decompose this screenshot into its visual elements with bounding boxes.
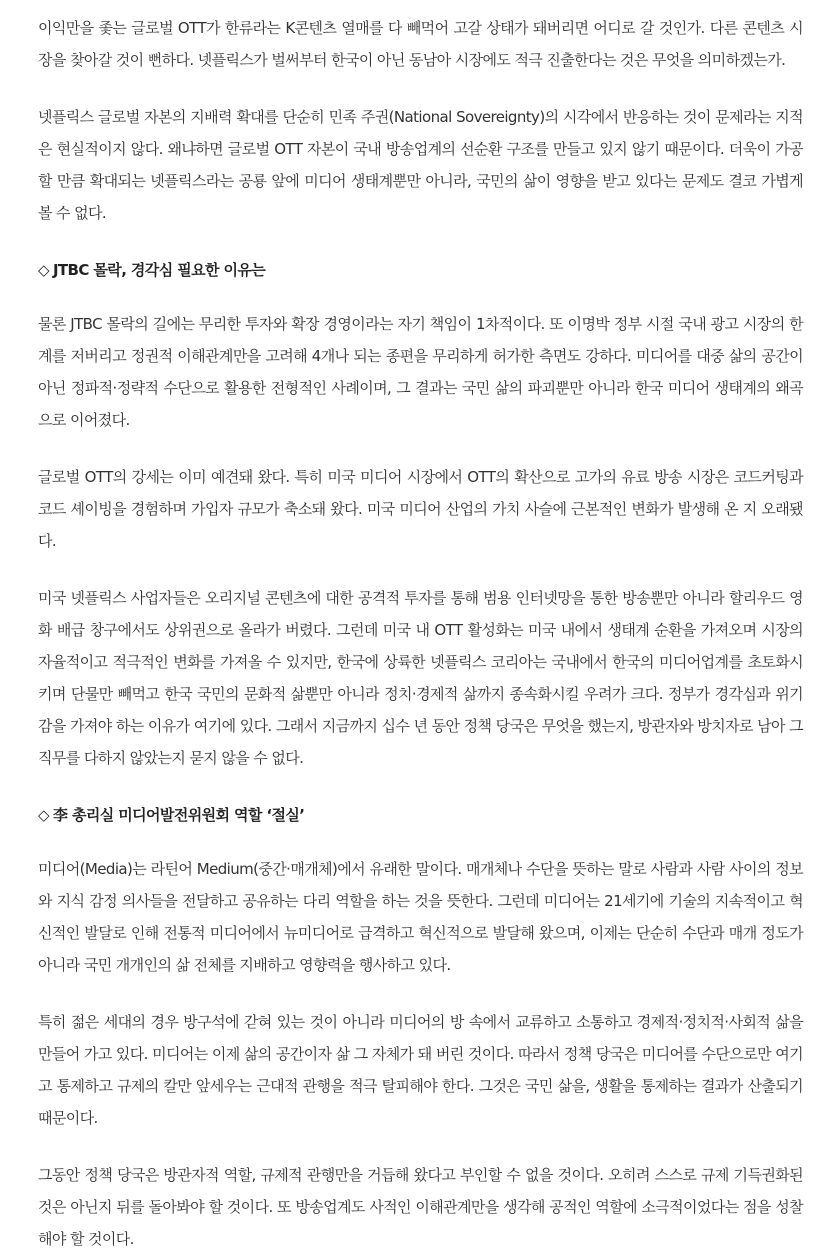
diamond-marker-icon: ◇ — [38, 261, 49, 279]
section-title: JTBC 몰락, 경각심 필요한 이유는 — [52, 261, 266, 279]
diamond-marker-icon: ◇ — [38, 806, 49, 824]
article-paragraph: 미디어(Media)는 라틴어 Medium(중간·매개체)에서 유래한 말이다. 매개체나 수단을 뜻하는 말로 사람과 사람 사이의 정보와 지식 감정 의사들을 전달하고 공유하는 다리 역할을 하는 것을 뜻한다. 그런데 미디어는 21세기에 기술의 지속적이고 혁신적인 발달로 인해 전통적 미디어에서 뉴미디어로 급격하고 혁신적으로 발달해 왔으며, 이제는 단순히 수단과 매개 정도가 아니라 국민 개개인의 삶 전체를 지배하고 영향력을 행사하고 있다. — [38, 860, 803, 974]
article-paragraph: 물론 JTBC 몰락의 길에는 무리한 투자와 확장 경영이라는 자기 책임이 1차적이다. 또 이명박 정부 시절 국내 광고 시장의 한계를 저버리고 정권적 이해관계만을 고려해 4개나 되는 종편을 무리하게 허가한 측면도 강하다. 미디어를 대중 삶의 공간이 아닌 정파적·정략적 수단으로 활용한 전형적인 사례이며, 그 결과는 국민 삶의 파괴뿐만 아니라 한국 미디어 생태계의 왜곡으로 이어졌다. — [38, 315, 803, 429]
section-title: 李 총리실 미디어발전위원회 역할 ‘절실’ — [52, 806, 305, 824]
article-paragraph: 글로벌 OTT의 강세는 이미 예견돼 왔다. 특히 미국 미디어 시장에서 OTT의 확산으로 고가의 유료 방송 시장은 코드커팅과 코드 셰이빙을 경험하며 가입자 규모가 축소돼 왔다. 미국 미디어 산업의 가치 사슬에 근본적인 변화가 발생해 온 지 오래됐다. — [38, 468, 803, 550]
article-paragraph: 넷플릭스 글로벌 자본의 지배력 확대를 단순히 민족 주권(National Sovereignty)의 시각에서 반응하는 것이 문제라는 지적은 현실적이지 않다. 왜냐하면 글로벌 OTT 자본이 국내 방송업계의 선순환 구조를 만들고 있지 않기 때문이다. 더욱이 가공할 만큼 확대되는 넷플릭스라는 공룡 앞에 미디어 생태계뿐만 아니라, 국민의 삶이 영향을 받고 있다는 문제도 결코 가볍게 볼 수 없다. — [38, 108, 803, 222]
section-heading — [38, 254, 803, 286]
article-paragraph: 미국 넷플릭스 사업자들은 오리지널 콘텐츠에 대한 공격적 투자를 통해 범용 인터넷망을 통한 방송뿐만 아니라 할리우드 영화 배급 창구에서도 상위권으로 올라가 버렸다. 그런데 미국 내 OTT 활성화는 미국 내에서 생태계 순환을 가져오며 시장의 자율적이고 적극적인 변화를 가져올 수 있지만, 한국에 상륙한 넷플릭스 코리아는 국내에서 한국의 미디어업계를 초토화시키며 단물만 빼먹고 한국 국민의 문화적 삶뿐만 아니라 정치·경제적 삶까지 종속화시킬 우려가 크다. 정부가 경각심과 위기감을 가져야 하는 이유가 여기에 있다. 그래서 지금까지 십수 년 동안 정책 당국은 무엇을 했는지, 방관자와 방치자로 남아 그 직무를 다하지 않았는지 묻지 않을 수 없다. — [38, 589, 803, 767]
article-paragraph: 그동안 정책 당국은 방관자적 역할, 규제적 관행만을 거듭해 왔다고 부인할 수 없을 것이다. 오히려 스스로 규제 기득권화된 것은 아닌지 뒤를 돌아봐야 할 것이다. 또 방송업계도 사적인 이해관계만을 생각해 공적인 역할에 소극적이었다는 점을 성찰해야 할 것이다. — [38, 1166, 803, 1248]
section-heading — [38, 799, 803, 831]
article-paragraph: 특히 젊은 세대의 경우 방구석에 갇혀 있는 것이 아니라 미디어의 방 속에서 교류하고 소통하고 경제적·정치적·사회적 삶을 만들어 가고 있다. 미디어는 이제 삶의 공간이자 삶 그 자체가 돼 버린 것이다. 따라서 정책 당국은 미디어를 수단으로만 여기고 통제하고 규제의 칼만 앞세우는 근대적 관행을 적극 탈피해야 한다. 그것은 국민 삶을, 생활을 통제하는 결과가 산출되기 때문이다. — [38, 1013, 803, 1127]
article-paragraph: 이익만을 좇는 글로벌 OTT가 한류라는 K콘텐츠 열매를 다 빼먹어 고갈 상태가 돼버리면 어디로 갈 것인가. 다른 콘텐츠 시장을 찾아갈 것이 뻔하다. 넷플릭스가 벌써부터 한국이 아닌 동남아 시장에도 적극 진출한다는 것은 무엇을 의미하겠는가. — [38, 19, 803, 69]
